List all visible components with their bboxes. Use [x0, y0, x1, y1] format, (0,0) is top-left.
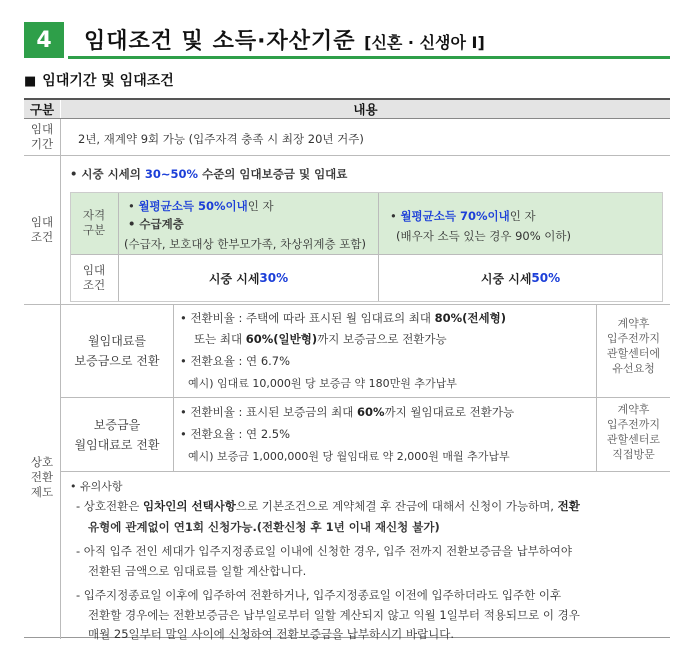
note1-f: .(전환신청 후 1년 이내 재신청 불가)	[252, 520, 440, 534]
group2-highlight: 월평균소득 70%이내	[400, 209, 510, 223]
note1-b: 임차인의 선택사항	[143, 499, 236, 513]
header-category: 구분	[24, 100, 60, 118]
row2-line2: • 전환요율 : 연 2.5%	[180, 427, 291, 441]
group1-line3: (수급자, 보호대상 한부모가족, 차상위계층 포함)	[124, 237, 366, 251]
bullet-dot: •	[128, 199, 139, 213]
rent-group2	[379, 255, 662, 301]
qualification-label: 자격 구분	[82, 208, 106, 237]
period-label: 임대 기간	[30, 122, 54, 151]
group2-line1	[390, 208, 536, 224]
row1-line1	[180, 310, 506, 326]
conversion-row2-label: 보증금을 월임대료로 전환	[74, 417, 160, 452]
note1-line1	[76, 498, 580, 514]
note1-a: - 상호전환은	[76, 499, 144, 513]
rent-group1	[119, 255, 378, 301]
note1-c: 으로 기본조건으로 계약체결 후 잔금에 대해서 신청이 가능하며,	[235, 499, 558, 513]
section-title-text: 임대조건 및 소득·자산기준	[84, 29, 356, 54]
subheading	[24, 70, 174, 90]
row2-l1b: 60%	[357, 405, 385, 419]
rent2-highlight: 50%	[531, 271, 561, 285]
row1-l2c: 까지 보증금으로 전환가능	[317, 332, 447, 346]
note3-line3: 매월 25일부터 말일 사이에 신청하여 전환보증금을 납부하시기 바랍니다.	[88, 627, 455, 641]
note3-line1: - 입주지정종료일 이후에 입주하여 전환하거나, 입주지정종료일 이전에 입주하더라도 입주한 이후	[76, 588, 562, 602]
row1-line4: 예시) 임대료 10,000원 당 보증금 약 180만원 추가납부	[188, 377, 457, 390]
rent1-highlight: 30%	[259, 271, 289, 285]
group2-suffix: 인 자	[509, 209, 536, 223]
section-subtitle: [신혼 · 신생아 Ⅰ]	[364, 33, 485, 52]
subheading-text: 임대기간 및 임대조건	[42, 73, 174, 89]
section-underline	[68, 56, 670, 59]
square-bullet-icon: ■	[24, 74, 37, 89]
note1-d: 전환	[557, 499, 580, 513]
bullet-dot: •	[128, 217, 140, 231]
note2-line2: 전환된 금액으로 임대료를 일할 계산합니다.	[88, 564, 307, 578]
row1-l2b: 60%(일반형)	[245, 332, 318, 346]
section-header	[24, 14, 670, 58]
row2-l1a: • 전환비율 : 표시된 보증금의 최대	[180, 405, 358, 419]
group2-line2: (배우자 소득 있는 경우 90% 이하)	[396, 229, 572, 243]
row1-line3: • 전환요율 : 연 6.7%	[180, 354, 291, 368]
note1-e: 유형에 관계없이 연1회 신청가능	[88, 520, 253, 534]
section-title	[84, 24, 485, 55]
section-number: 4	[24, 22, 64, 58]
conditions-bullet-prefix: • 시중 시세의	[70, 167, 145, 181]
row1-l1a: • 전환비율 : 주택에 따라 표시된 월 임대료의 최대	[180, 311, 435, 325]
row1-note: 계약후 입주전까지 관할센터에 유선요청	[606, 317, 661, 375]
notes-title: • 유의사항	[70, 480, 123, 493]
row2-note: 계약후 입주전까지 관할센터로 직접방문	[606, 403, 661, 461]
note3-line2: 전환할 경우에는 전환보증금은 납부일로부터 일할 계산되지 않고 익월 1일부터 적용되므로 이 경우	[88, 608, 580, 622]
conversion-row1-label: 월임대료를 보증금으로 전환	[74, 334, 160, 368]
group1-line2	[128, 216, 184, 232]
row2-line3: 예시) 보증금 1,000,000원 당 월임대료 약 2,000원 매월 추가납부	[188, 450, 510, 463]
row1-l1b: 80%(전세형)	[434, 311, 507, 325]
conditions-bullet-suffix: 수준의 임대보증금 및 임대료	[198, 167, 348, 181]
bullet-dot: •	[390, 209, 401, 223]
rent1-prefix: 시중 시세	[208, 271, 260, 286]
lease-conditions-table	[24, 98, 670, 641]
conditions-label: 임대 조건	[30, 215, 54, 244]
note2-line1: - 아직 입주 전인 세대가 입주지정종료일 이내에 신청한 경우, 입주 전까지 전환보증금을 납부하여야	[76, 544, 573, 558]
note1-line2	[88, 519, 440, 535]
header-content: 내용	[61, 100, 670, 118]
conversion-label: 상호 전환 제도	[30, 454, 54, 499]
period-text: 2년, 재계약 9회 가능 (입주자격 충족 시 최장 20년 거주)	[78, 132, 364, 146]
row2-l1c: 까지 월임대료로 전환가능	[384, 405, 515, 419]
group1-suffix: 인 자	[247, 199, 274, 213]
group1-line1	[128, 198, 274, 214]
row1-l2a: 또는 최대	[194, 332, 246, 346]
rent-label: 임대 조건	[82, 263, 106, 292]
rent2-prefix: 시중 시세	[480, 271, 532, 286]
conditions-bullet	[70, 166, 347, 182]
row2-line1	[180, 404, 514, 420]
row1-line2	[194, 331, 447, 347]
group1-line2-text: 수급계층	[139, 217, 184, 231]
group1-highlight: 월평균소득 50%이내	[138, 199, 248, 213]
conditions-bullet-highlight: 30~50%	[144, 167, 199, 181]
